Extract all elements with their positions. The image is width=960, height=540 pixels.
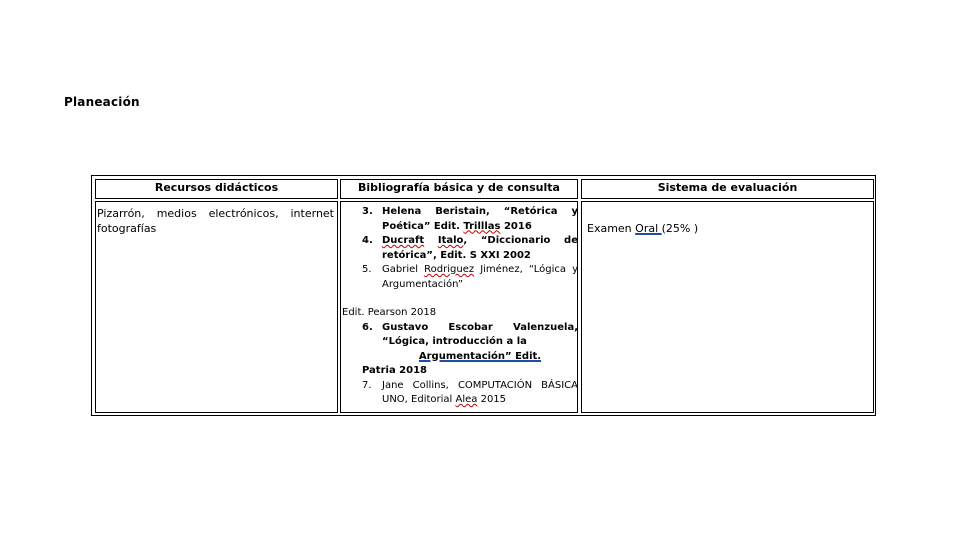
bib-item-6-cont [342, 350, 578, 365]
bib-item-7 [342, 379, 578, 408]
bib-text: Helena Beristain, “Retórica y Poética” Edit. [382, 206, 578, 232]
bib-num: 5. [362, 264, 372, 275]
eval-oral: Oral [635, 222, 662, 235]
bib-num: 6. [362, 321, 373, 333]
bib-item-3 [342, 205, 578, 234]
header-bibliografia: Bibliografía básica y de consulta [340, 179, 578, 199]
bib-text: Argumentación” Edit. [418, 350, 542, 362]
header-evaluacion: Sistema de evaluación [581, 179, 874, 199]
bib-text: Gustavo Escobar Valenzuela, “Lógica, introducción a la [382, 321, 578, 347]
bib-text: Alea [455, 394, 478, 405]
bib-item-4 [342, 234, 578, 263]
bib-text: Jiménez, “Lógica y Argumentación” [382, 264, 578, 290]
bib-text: Gabriel [382, 264, 425, 275]
bib-num: 7. [362, 379, 372, 391]
bib-text: , “Diccionario de retórica”, Edit. S XXI 2002 [382, 235, 578, 261]
bib-text: Italo [437, 235, 464, 246]
bib-num: 3. [362, 206, 373, 217]
bib-text: Jane Collins, COMPUTACIÓN BÁSICA UNO, Editorial [382, 379, 578, 405]
bib-patria: Patria 2018 [362, 365, 428, 376]
bib-text: Rodriguez [424, 264, 475, 275]
evaluation-text [587, 221, 698, 236]
header-recursos: Recursos didácticos [95, 179, 338, 199]
bib-text [424, 235, 438, 246]
bib-item-6 [342, 321, 578, 350]
eval-text: Examen [587, 222, 636, 235]
bib-text: Trilllas [463, 220, 501, 232]
eval-percent: (25% ) [661, 222, 699, 235]
bib-edit-pearson: Edit. Pearson 2018 [342, 307, 437, 318]
bib-text: 2015 [477, 394, 507, 405]
bib-text: Ducraft [382, 235, 425, 246]
recursos-text: Pizarrón, medios electrónicos, internet fotografías [97, 207, 334, 235]
bibliography-list [342, 205, 578, 408]
page-heading: Planeación [64, 95, 140, 109]
bib-num: 4. [362, 235, 373, 246]
bib-item-5 [342, 263, 578, 292]
bib-text: 2016 [500, 220, 532, 232]
